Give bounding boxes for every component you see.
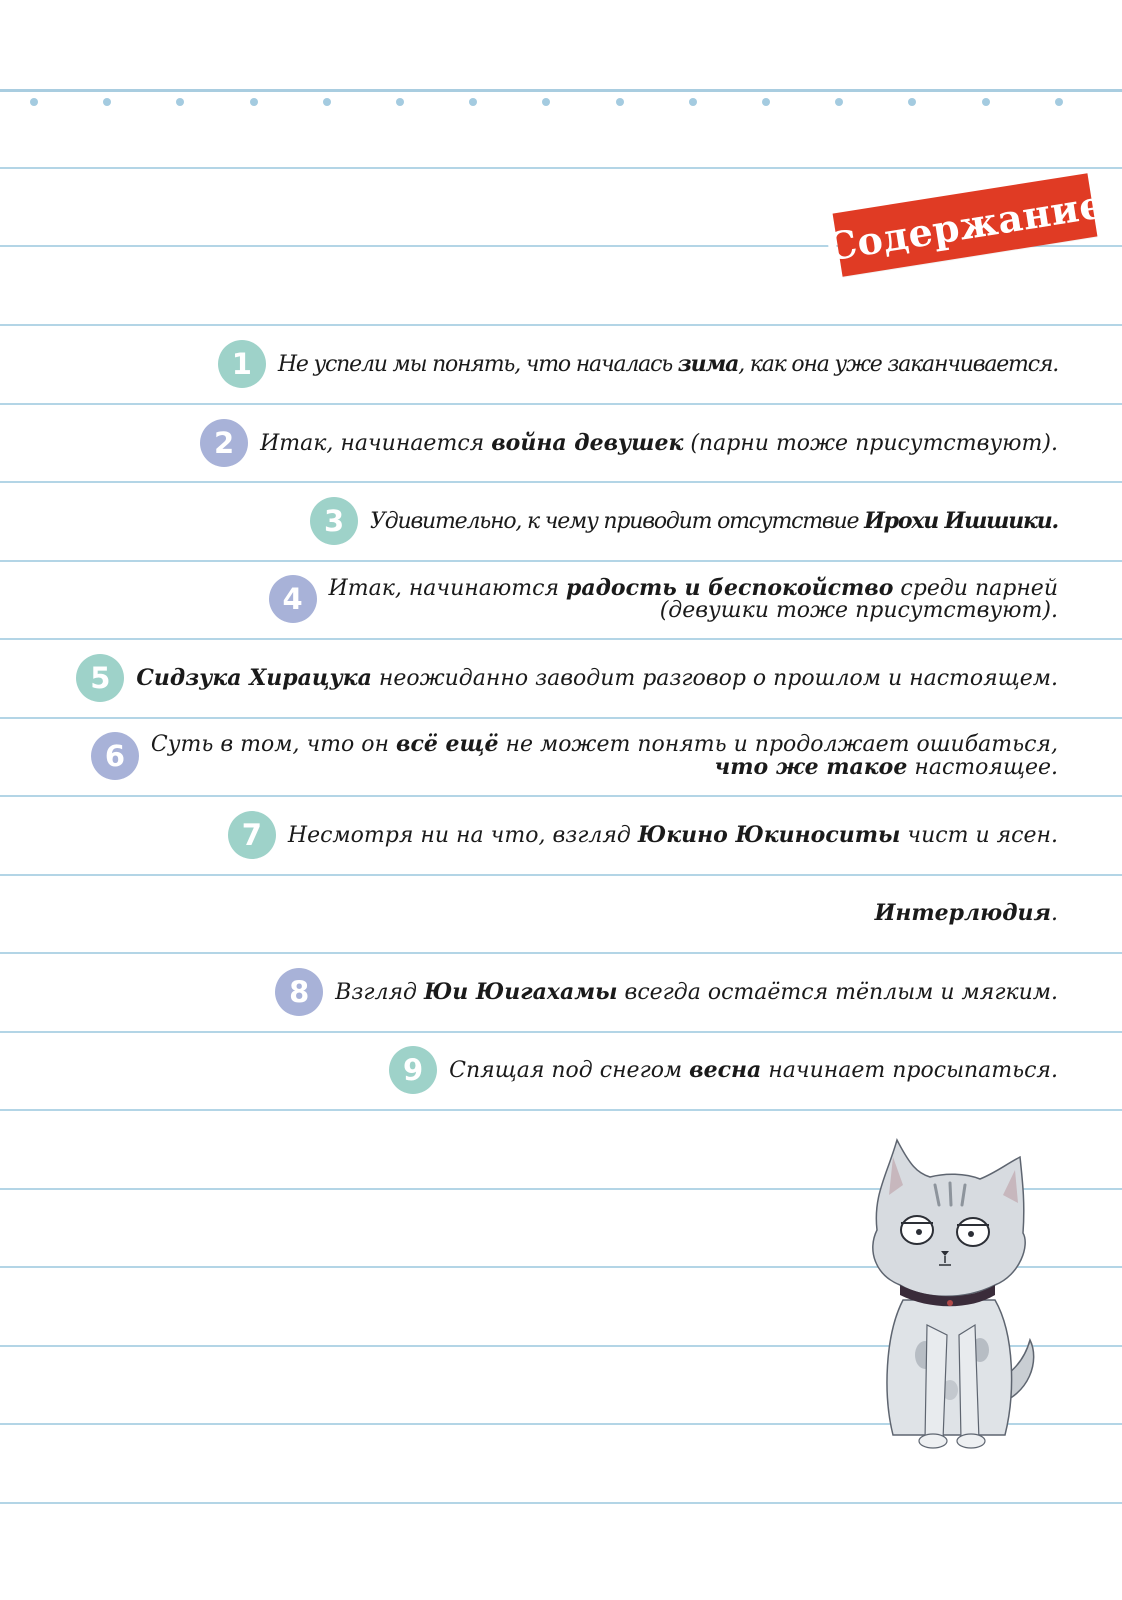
chapter-title-line bbox=[277, 350, 1058, 377]
title-segment: Итак, начинается bbox=[260, 430, 492, 456]
binding-dot bbox=[616, 98, 624, 106]
chapter-number-badge: 2 bbox=[200, 419, 248, 467]
chapter-number-badge: 9 bbox=[389, 1046, 437, 1094]
binding-dot bbox=[542, 98, 550, 106]
chapter-title-line bbox=[260, 429, 1058, 456]
chapter-number-badge: 8 bbox=[275, 968, 323, 1016]
title-segment: Взгляд bbox=[335, 979, 424, 1005]
title-segment: Несмотря ни на что, взгляд bbox=[287, 822, 638, 848]
binding-dot bbox=[1055, 98, 1063, 106]
ruled-line bbox=[0, 1109, 1122, 1111]
binding-dot bbox=[982, 98, 990, 106]
title-segment: Не успели мы понять, что началась bbox=[277, 351, 678, 377]
title-segment: Итак, начинаются bbox=[328, 575, 566, 601]
title-segment: всегда остаётся тёплым и мягким. bbox=[617, 979, 1058, 1005]
title-segment: Удивительно, к чему приводит отсутствие bbox=[370, 508, 865, 534]
ruled-line bbox=[0, 403, 1122, 405]
contents-entry[interactable] bbox=[389, 1046, 1058, 1094]
chapter-title bbox=[328, 574, 1058, 623]
title-segment: настоящее. bbox=[907, 755, 1058, 780]
title-segment: начинает просыпаться. bbox=[761, 1057, 1058, 1083]
ruled-line bbox=[0, 795, 1122, 797]
ruled-line bbox=[0, 167, 1122, 169]
binding-dot bbox=[908, 98, 916, 106]
title-emphasis: Сидзука Хирацука bbox=[136, 664, 372, 691]
contents-entry[interactable] bbox=[200, 419, 1058, 467]
title-segment: Суть в том, что он bbox=[150, 732, 396, 757]
title-emphasis: Юи Юигахамы bbox=[423, 978, 618, 1005]
ruled-line bbox=[0, 1031, 1122, 1033]
binding-dot bbox=[176, 98, 184, 106]
chapter-number-badge: 7 bbox=[228, 811, 276, 859]
title-emphasis: что же такое bbox=[714, 754, 908, 780]
binding-dot bbox=[396, 98, 404, 106]
ruled-line bbox=[0, 1502, 1122, 1504]
chapter-title-line bbox=[328, 574, 1058, 601]
chapter-title-line bbox=[151, 756, 1058, 779]
title-emphasis: Интерлюдия bbox=[874, 899, 1051, 926]
title-segment: не может понять и продолжает ошибаться, bbox=[498, 732, 1058, 757]
title-segment: чист и ясен. bbox=[900, 822, 1058, 848]
contents-entry[interactable] bbox=[275, 968, 1058, 1016]
chapter-title-line bbox=[329, 597, 1058, 623]
top-rule bbox=[0, 89, 1122, 92]
contents-entry[interactable] bbox=[875, 889, 1058, 937]
binding-dot bbox=[103, 98, 111, 106]
contents-entry[interactable] bbox=[91, 732, 1058, 780]
chapter-title bbox=[874, 899, 1058, 926]
chapter-title bbox=[277, 350, 1058, 377]
chapter-title bbox=[136, 664, 1058, 691]
chapter-title-line bbox=[370, 507, 1058, 534]
chapter-title bbox=[449, 1056, 1058, 1083]
title-emphasis: всё ещё bbox=[396, 731, 499, 757]
title-segment: (девушки тоже присутствуют). bbox=[659, 597, 1058, 623]
title-emphasis: весна bbox=[689, 1056, 762, 1083]
chapter-title bbox=[151, 733, 1058, 779]
chapter-number-badge: 5 bbox=[76, 654, 124, 702]
chapter-number-badge: 1 bbox=[218, 340, 266, 388]
chapter-title-line bbox=[874, 899, 1058, 926]
chapter-title-line bbox=[151, 733, 1058, 756]
chapter-number-badge: 4 bbox=[269, 575, 317, 623]
ruled-line bbox=[0, 952, 1122, 954]
title-segment: , как она уже заканчивается. bbox=[738, 351, 1058, 377]
chapter-title bbox=[287, 821, 1058, 848]
title-emphasis: война девушек bbox=[491, 429, 684, 456]
contents-entry[interactable] bbox=[76, 654, 1058, 702]
title-emphasis: Ирохи Ишшики. bbox=[864, 507, 1058, 534]
title-segment: Спящая под снегом bbox=[449, 1057, 690, 1083]
title-segment: (парни тоже присутствуют). bbox=[683, 430, 1058, 456]
chapter-title-line bbox=[287, 821, 1058, 848]
contents-entry[interactable] bbox=[228, 811, 1058, 859]
binding-dot bbox=[250, 98, 258, 106]
ruled-line bbox=[0, 717, 1122, 719]
chapter-title-line bbox=[136, 664, 1058, 691]
chapter-number-badge: 6 bbox=[91, 732, 139, 780]
ruled-line bbox=[0, 481, 1122, 483]
title-emphasis: Юкино Юкиноситы bbox=[637, 821, 901, 848]
title-segment: неожиданно заводит разговор о прошлом и настоящем. bbox=[371, 665, 1058, 691]
binding-dots bbox=[0, 98, 1122, 110]
title-banner bbox=[823, 173, 1107, 277]
chapter-number-badge: 3 bbox=[310, 497, 358, 545]
ruled-line bbox=[0, 638, 1122, 640]
chapter-title bbox=[260, 429, 1058, 456]
contents-entry[interactable] bbox=[269, 575, 1058, 623]
ruled-line bbox=[0, 874, 1122, 876]
binding-dot bbox=[835, 98, 843, 106]
ruled-line bbox=[0, 560, 1122, 562]
binding-dot bbox=[30, 98, 38, 106]
binding-dot bbox=[762, 98, 770, 106]
contents-entry[interactable] bbox=[310, 497, 1058, 545]
title-segment: . bbox=[1051, 900, 1058, 926]
page-title: Содержание bbox=[823, 180, 1107, 270]
binding-dot bbox=[469, 98, 477, 106]
binding-dot bbox=[689, 98, 697, 106]
ruled-line bbox=[0, 324, 1122, 326]
cat-icon bbox=[873, 1140, 1034, 1448]
chapter-title bbox=[335, 978, 1058, 1005]
title-segment: среди парней bbox=[893, 575, 1058, 601]
chapter-title-line bbox=[449, 1056, 1058, 1083]
contents-entry[interactable] bbox=[218, 340, 1058, 388]
chapter-title-line bbox=[335, 978, 1058, 1005]
binding-dot bbox=[323, 98, 331, 106]
title-emphasis: радость и беспокойство bbox=[566, 574, 894, 601]
chapter-title bbox=[370, 507, 1058, 534]
title-emphasis: зима bbox=[677, 350, 739, 377]
cat-illustration bbox=[855, 1135, 1045, 1465]
